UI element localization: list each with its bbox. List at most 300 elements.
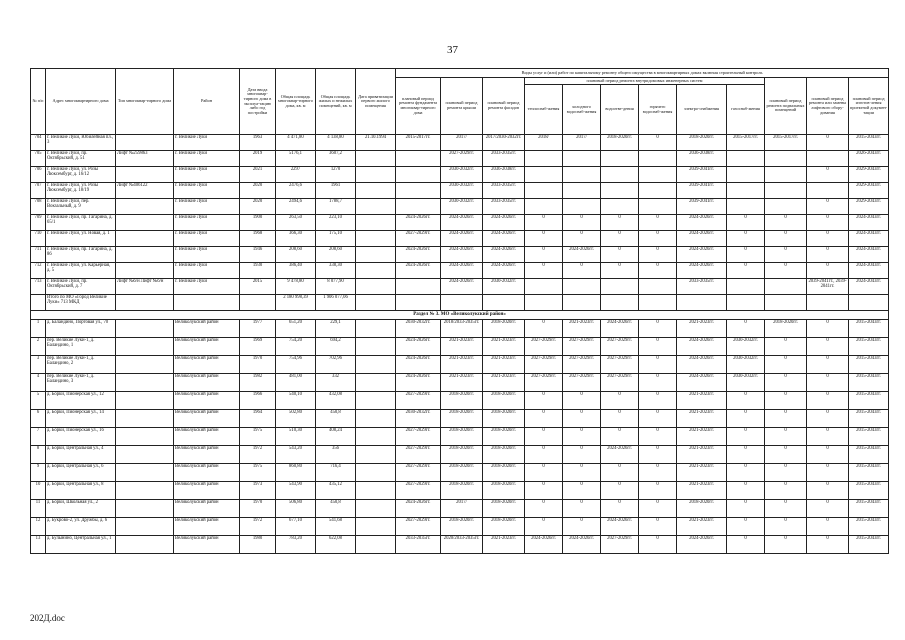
cell-electric: 2024-2026гг. [677,374,727,392]
cell-lift: 0 [807,135,849,151]
cell-address: г. Великие Луки, пр. Октябрьский, д. 51 [46,151,116,167]
cell-district: Великолукский район [174,428,240,446]
cell-year: 1973 [240,482,276,500]
cell-total-area: 208,60 [276,247,316,263]
cell-docs: 2024-2043гг. [849,263,889,279]
cell-electric: 2021-2023гг. [677,410,727,428]
cell-heat [525,151,563,167]
cell-electric: 2036-2038гг. [677,151,727,167]
table-row [31,247,889,263]
cell-type [116,247,174,263]
cell-hot [639,199,677,215]
cell-address: г. Великие Луки, ул. Розы Люксембург, д. 18/19 [46,183,116,199]
cell-facade: 2018-2020гг. [483,500,525,518]
cell-total-area: 651,20 [276,320,316,338]
cell-cold: 0 [563,392,601,410]
cell-empty [356,464,396,482]
cell-year: 2020 [240,199,276,215]
cell-foundation: 2027-2029гг. [396,428,441,446]
cell-empty [356,518,396,536]
cell-foundation: 2027-2029гг. [396,464,441,482]
cell-empty [356,500,396,518]
cell-hot: 0 [639,518,677,536]
cell-total-area: 9 478,80 [276,279,316,295]
cell-no: 10 [31,482,46,500]
cell-cold [563,183,601,199]
cell-electric: 2021-2023гг. [677,464,727,482]
cell-year: 1970 [240,356,276,374]
cell-year: 1968 [240,231,276,247]
cell-gas: 0 [727,320,765,338]
cell-gas [727,279,765,295]
cell-district: г. Великие Луки [174,167,240,183]
table-row [31,356,889,374]
cell-cold: 0 [563,215,601,231]
cell-electric: 2024-2026гг. [677,247,727,263]
header-foundation: плановый период ремонта фундамента многоквар-тирного дома [396,78,441,135]
cell-foundation: 2030-2032гг. [396,410,441,428]
page-number: 37 [447,44,458,56]
cell-roof: 2018-2020гг. [441,482,483,500]
cell-electric: 2021-2023гг. [677,482,727,500]
cell-living-area: 3607,2 [316,151,356,167]
cell-gas: 0 [727,482,765,500]
cell-privat-date [356,263,396,279]
cell-heat: 2027-2029гг. [525,374,563,392]
table-row [31,231,889,247]
cell-cold: 0 [563,500,601,518]
cell-basement: 0 [765,500,807,518]
cell-total-area: 502,80 [276,410,316,428]
cell-living-area: 450,8 [316,410,356,428]
cell-hot: 0 [639,374,677,392]
cell-heat [525,167,563,183]
cell-electric: 2021-2023гг. [677,428,727,446]
cell-living-area: 208,60 [316,247,356,263]
cell-total-area: 263,50 [276,215,316,231]
cell-electric: 2021-2023гг. [677,320,727,338]
cell-year: 1969 [240,338,276,356]
cell-hot: 0 [639,338,677,356]
cell-foundation [396,151,441,167]
cell-total-area: 540,10 [276,392,316,410]
cell-sewer: 0 [601,263,639,279]
cell-roof: 2018-2020гг. [441,428,483,446]
header-no: № п/п [31,69,46,135]
cell-basement: 0 [765,215,807,231]
cell-lift: 0 [807,446,849,464]
cell-docs: 2029-2043гг. [849,183,889,199]
cell-docs: 2015-2043гг. [849,464,889,482]
table-row [31,338,889,356]
cell-basement: 0 [765,446,807,464]
cell-total-area: 2297 [276,167,316,183]
cell-lift: 0 [807,464,849,482]
table-row [31,428,889,446]
header-gas: газоснаб-жения [727,85,765,135]
cell-type: Лифт №406122 [116,183,174,199]
cell-hot: 0 [639,446,677,464]
cell-type: Лифт №259863 [116,151,174,167]
cell-heat: 0 [525,320,563,338]
cell-lift: 2039-2041гг., 2039-2041гг. [807,279,849,295]
cell-sewer: 0 [601,410,639,428]
cell-docs: 2015-2043гг. [849,482,889,500]
cell-foundation: 2024-2026гг. [396,338,441,356]
cell-lift: 0 [807,199,849,215]
cell-total-area: 4 471,80 [276,135,316,151]
header-docs: плановый период изготов-ления проектной докумен-тации [849,78,889,135]
cell-facade: 2024-2026гг. [483,247,525,263]
cell-no: 8 [31,446,46,464]
cell-living-area: 175,10 [316,231,356,247]
cell-type: Лифт №б/н Лифт №б/н [116,279,174,295]
cell-no: 710 [31,231,46,247]
cell-year: 1966 [240,392,276,410]
cell-gas: 0 [727,263,765,279]
cell-electric: 2021-2023гг. [677,392,727,410]
cell-cold [563,151,601,167]
cell-district: Великолукский район [174,374,240,392]
cell-heat: 0 [525,247,563,263]
header-electric: электро-снабжения [677,85,727,135]
cell-electric: 2039-2041гг. [677,199,727,215]
cell-living-area: 435,12 [316,482,356,500]
cell-year: 1977 [240,320,276,338]
cell-foundation [396,279,441,295]
cell-year: 2019 [240,151,276,167]
cell-facade: 2021-2023гг. [483,536,525,554]
cell-docs: 2015-2043гг. [849,392,889,410]
cell-lift: 0 [807,320,849,338]
cell-foundation [396,183,441,199]
cell-total-area: 366,30 [276,231,316,247]
cell-sewer [601,183,639,199]
header-basement: плановый период ремонта подвальных помещений [765,78,807,135]
cell-heat: 0 [525,500,563,518]
cell-hot [639,167,677,183]
cell-facade: 2018-2020гг. [483,428,525,446]
cell-cold: 0 [563,482,601,500]
cell-living-area: 450,8 [316,500,356,518]
cell-facade: 2018-2020гг. [483,464,525,482]
cell-cold: 2021-2023гг. [563,320,601,338]
cell-address: пер. Великие Луки-1, д. Баландино, 3 [46,374,116,392]
cell-privat-date [356,215,396,231]
cell-roof: 2018-2020гг. [441,464,483,482]
cell-heat: 0 [525,428,563,446]
cell-empty [116,446,174,464]
table-row [31,464,889,482]
cell-hot [639,183,677,199]
cell-docs: 2024-2043гг. [849,215,889,231]
cell-address: д. Борки, Пионерская ул., 12 [46,392,116,410]
cell-facade: 2030-2032гг. [483,279,525,295]
cell-heat: 2027-2029гг. [525,356,563,374]
cell-privat-date: 21.10.1994 [356,135,396,151]
cell-electric: 2021-2023гг. [677,518,727,536]
cell-basement: 2015-2017гг. [765,135,807,151]
cell-no: 3 [31,356,46,374]
cell-facade: 2024-2026гг. [483,231,525,247]
cell-total-area: 481,00 [276,374,316,392]
cell-foundation: 2033-2035гг. [396,536,441,554]
cell-gas: 0 [727,464,765,482]
table-row [31,167,889,183]
cell-district: Великолукский район [174,356,240,374]
cell-no: 707 [31,183,46,199]
cell-empty [116,482,174,500]
cell-foundation: 2027-2029гг. [396,392,441,410]
cell-living-area: 223,10 [316,215,356,231]
cell-lift: 0 [807,428,849,446]
cell-basement: 0 [765,338,807,356]
cell-heat: 2018/ [525,135,563,151]
cell-docs: 2015-2043гг. [849,500,889,518]
cell-facade: 2033-2035гг. [483,183,525,199]
cell-year: 1980 [240,536,276,554]
cell-year: 1975 [240,428,276,446]
cell-address: г. Великие Луки, ул. Новая, д. 1 [46,231,116,247]
cell-year: 2015 [240,279,276,295]
cell-lift: 0 [807,536,849,554]
cell-empty [356,338,396,356]
cell-address: г. Великие Луки, пр. Октябрьский, д. 7 [46,279,116,295]
cell-basement: 0 [765,410,807,428]
cell-year: 1972 [240,446,276,464]
cell-no: 1 [31,320,46,338]
table-total [31,295,889,320]
cell-hot: 0 [639,356,677,374]
cell-total-area: 2494,6 [276,199,316,215]
cell-no: 713 [31,279,46,295]
header-lift: плановый период ремонта или замены лифтового обору-дования [807,78,849,135]
cell-no: 709 [31,215,46,231]
cell-lift: 0 [807,247,849,263]
cell-facade: 2024-2026гг. [483,215,525,231]
cell-lift: 0 [807,215,849,231]
cell-cold: 2027-2029гг. [563,338,601,356]
cell-lift: 0 [807,518,849,536]
cell-facade: 2021-2023гг. [483,356,525,374]
cell-electric: 2039-2041гг. [677,183,727,199]
table-row [31,482,889,500]
living-area-sum: 1 906 077,06 [316,295,356,311]
cell-no: 11 [31,500,46,518]
cell-basement: 0 [765,392,807,410]
cell-hot: 0 [639,135,677,151]
cell-address: г. Великие Луки, ул. Розы Люксембург, д. 16/12 [46,167,116,183]
cell-no: 708 [31,199,46,215]
cell-cold: 0 [563,446,601,464]
cell-heat: 0 [525,263,563,279]
cell-electric: 2024-2026гг. [677,215,727,231]
header-systems-group: плановый период ремонта внутридомовых инженерных систем [525,78,765,85]
header-facade: плановый период ремонта фасадов [483,78,525,135]
cell-hot: 0 [639,428,677,446]
cell-basement [765,183,807,199]
cell-type [116,215,174,231]
cell-cold: 0 [563,464,601,482]
cell-district: г. Великие Луки [174,151,240,167]
cell-cold: 2024-2026гг. [563,536,601,554]
cell-heat: 0 [525,482,563,500]
cell-year: 2021 [240,167,276,183]
cell-lift: 0 [807,374,849,392]
cell-lift: 0 [807,167,849,183]
cell-address: д. Булынино, Центральная ул., 1 [46,536,116,554]
cell-cold [563,199,601,215]
cell-year: 1970 [240,500,276,518]
cell-total-area: 543,20 [276,446,316,464]
cell-gas: 0 [727,446,765,464]
cell-gas [727,199,765,215]
cell-total-area: 754,20 [276,338,316,356]
cell-roof: 2024-2026гг. [441,247,483,263]
cell-cold: 0 [563,518,601,536]
header-district: Район [174,69,240,135]
cell-district: Великолукский район [174,536,240,554]
cell-electric: 2039-2041гг. [677,167,727,183]
cell-district: г. Великие Луки [174,135,240,151]
cell-empty [116,428,174,446]
cell-hot: 0 [639,231,677,247]
cell-facade: 2033-2035гг. [483,199,525,215]
cell-roof: 2018-2020гг. [441,446,483,464]
footer-filename: 202Д.doc [30,613,65,623]
cell-facade: 2021-2023гг. [483,338,525,356]
cell-gas [727,151,765,167]
cell-lift [807,151,849,167]
cell-lift: 0 [807,231,849,247]
cell-living-area: 702,96 [316,356,356,374]
header-sewer: водоотве-дения [601,85,639,135]
cell-no: 4 [31,374,46,392]
cell-gas: 0 [727,410,765,428]
cell-gas: 2030-2032гг. [727,374,765,392]
cell-sewer: 2018-2020гг. [601,135,639,151]
cell-sewer: 2027-2029гг. [601,356,639,374]
cell-total-area: 677,10 [276,518,316,536]
cell-district: г. Великие Луки [174,231,240,247]
cell-gas [727,167,765,183]
cell-foundation [396,167,441,183]
table-row [31,392,889,410]
cell-basement: 2018-2020гг. [765,320,807,338]
cell-empty [356,320,396,338]
cell-sewer: 2024-2026гг. [601,320,639,338]
cell-roof: 2024-2026гг. [441,215,483,231]
cell-docs: 2015-2043гг. [849,518,889,536]
cell-electric: 2018-2020гг. [677,500,727,518]
header-services-group: Виды услуг и (или) работ по капитальному ремонту общего имущества в многоквартирных домах включая строительный контроль [396,69,889,78]
cell-type [116,263,174,279]
cell-sewer [601,151,639,167]
cell-roof: 2027-2029гг. [441,151,483,167]
cell-year: 1900 [240,215,276,231]
cell-no: 9 [31,464,46,482]
cell-gas: 0 [727,536,765,554]
cell-address: д. Баландино, Портовая ул., 70 [46,320,116,338]
cell-living-area: 8 077,90 [316,279,356,295]
cell-no: 13 [31,536,46,554]
cell-roof: 2021-2023гг. [441,374,483,392]
table-row [31,183,889,199]
cell-empty [356,428,396,446]
cell-foundation: 2015-2017гг. [396,135,441,151]
cell-sewer: 2024-2026гг. [601,518,639,536]
cell-roof: 2030-2032гг. [441,199,483,215]
cell-cold: 2024-2026гг. [563,247,601,263]
cell-heat: 2024-2026гг. [525,536,563,554]
cell-living-area: 229,1 [316,320,356,338]
cell-heat: 0 [525,518,563,536]
cell-hot: 0 [639,215,677,231]
cell-district: г. Великие Луки [174,183,240,199]
cell-foundation: 2024-2026гг. [396,356,441,374]
cell-district: г. Великие Луки [174,279,240,295]
cell-heat: 0 [525,215,563,231]
table-row [31,199,889,215]
cell-roof: 2024-2026гг. [441,263,483,279]
cell-electric: 2021-2023гг. [677,446,727,464]
cell-empty [116,410,174,428]
cell-living-area: 432,08 [316,392,356,410]
cell-year: 1930 [240,263,276,279]
cell-basement: 0 [765,464,807,482]
table-row [31,151,889,167]
cell-empty [356,374,396,392]
cell-roof: 2018-2020гг. [441,518,483,536]
cell-gas [727,183,765,199]
total-row [31,295,889,311]
cell-no: 705 [31,151,46,167]
cell-hot: 0 [639,392,677,410]
total-area-sum: 2 180 998,39 [276,295,316,311]
cell-no: 706 [31,167,46,183]
cell-address: д. Борки, Пионерская ул., 14 [46,410,116,428]
table-row [31,320,889,338]
cell-year: 2020 [240,183,276,199]
header-year: Дата ввода многоквар-тирного дома в эксплуа-тацию либо год постройки [240,69,276,135]
cell-district: Великолукский район [174,500,240,518]
cell-no: 7 [31,428,46,446]
cell-living-area: 694,2 [316,338,356,356]
cell-gas: 0 [727,392,765,410]
cell-basement [765,199,807,215]
cell-facade: 2018-2020гг. [483,446,525,464]
cell-facade: 2036-2038гг. [483,167,525,183]
cell-lift: 0 [807,356,849,374]
cell-cold: 0 [563,410,601,428]
cell-address: г. Великие Луки, Юбилейная пл., 3 [46,135,116,151]
cell-sewer: 2027-2029гг. [601,536,639,554]
cell-roof: 2018-2020гг. [441,392,483,410]
cell-district: г. Великие Луки [174,263,240,279]
cell-docs: 2015-2043гг. [849,536,889,554]
cell-cold: 2027-2029гг. [563,356,601,374]
cell-address: д. Борки, Школьная ул., 2 [46,500,116,518]
cell-empty [356,410,396,428]
total-label: Итого по МО «Город Великие Луки» 713 МКД [46,295,116,311]
cell-roof: 2017/ [441,135,483,151]
cell-year: 1963 [240,135,276,151]
cell-electric: 2024-2026гг. [677,263,727,279]
cell-address: д. Борки, Центральная ул., 6 [46,464,116,482]
cell-electric: 2033-2035гг. [677,279,727,295]
cell-address: г. Великие Луки, пр. Гагарина, д. 86 [46,247,116,263]
cell-roof: 2021-2023гг. [441,356,483,374]
